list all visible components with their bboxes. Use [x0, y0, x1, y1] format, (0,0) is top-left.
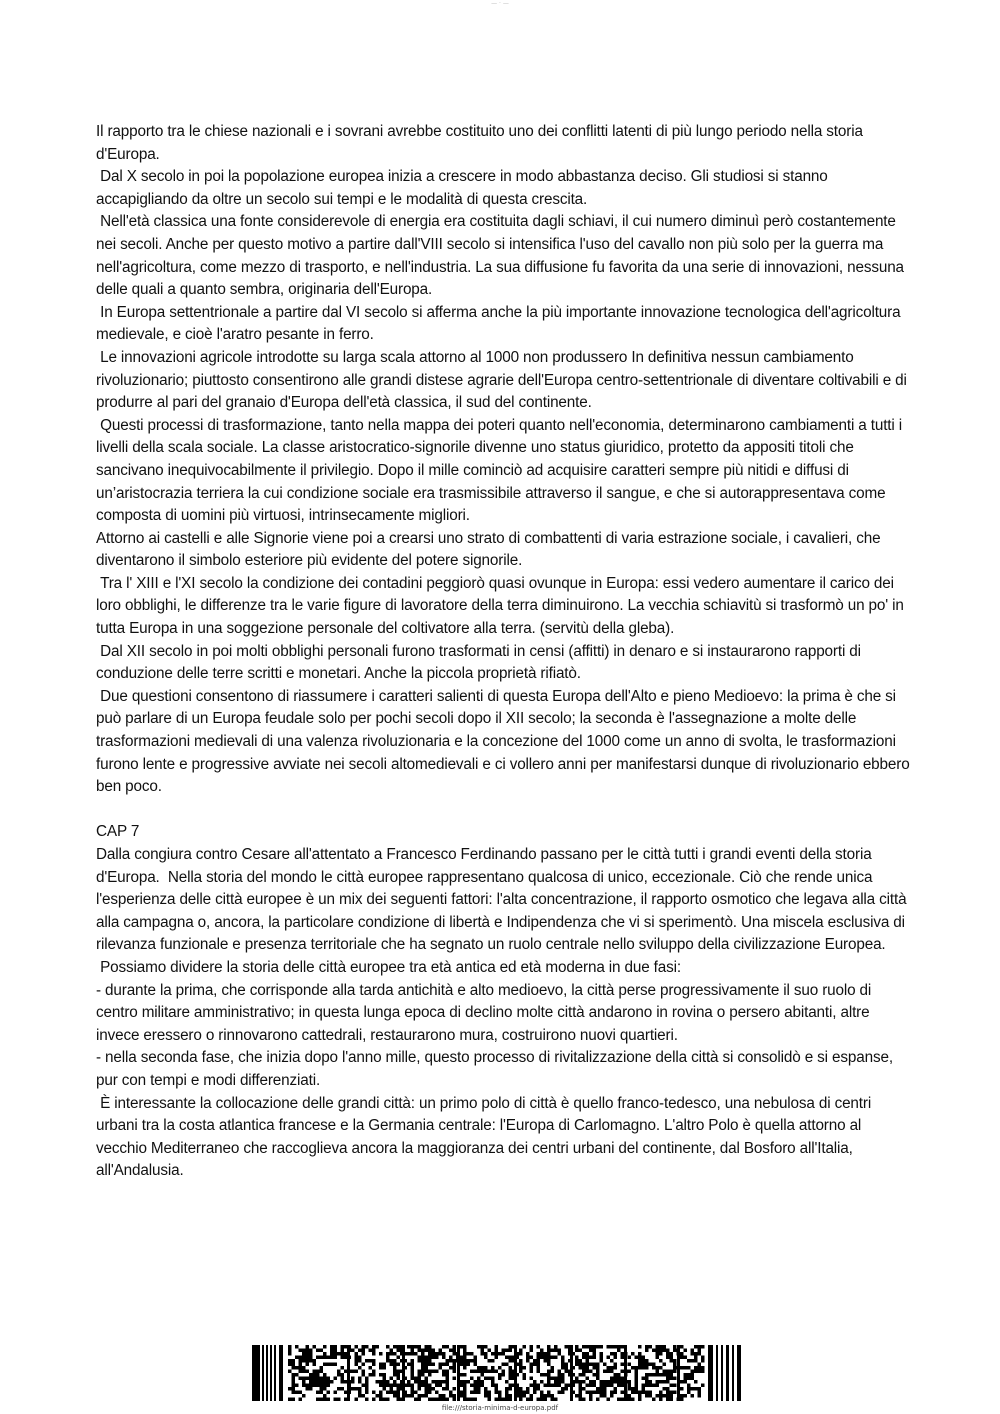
barcode-icon — [252, 1345, 742, 1401]
paragraph: Le innovazioni agricole introdotte su larga scala attorno al 1000 non produssero In definitiva nessun cambiamento rivoluzionario; piuttosto consentirono alle grandi distese agrarie dell'Europa centro-settentrionale di diventare coltivabili e di produrre al pari del granaio d'Europa dell'età classica, il sud del continente. — [96, 348, 911, 412]
paragraph: Due questioni consentono di riassumere i caratteri salienti di questa Europa dell'Alto e pieno Medioevo: la prima è che si può parlare di un Europa feudale solo per pochi secoli dopo il XII secolo; la seconda è l'assegnazione a molte delle trasformazioni medievali di una valenza rivoluzionaria e la concezione del 1000 come un anno di svolta, le trasformazioni furono lente e progressive avviate nei secoli altomedievali e ci vollero anni per manifestarsi dunque di rivoluzionario ebbero ben poco. — [96, 687, 914, 796]
document-body — [96, 121, 914, 1183]
paragraph: In Europa settentrionale a partire dal VI secolo si afferma anche la più importante innovazione tecnologica dell'agricoltura medievale, e cioè l'aratro pesante in ferro. — [96, 303, 905, 344]
footer-file-path: file:///storia-minima-d-europa.pdf — [441, 1404, 559, 1412]
paragraph: Possiamo dividere la storia delle città europee tra età antica ed età moderna in due fasi: — [96, 958, 681, 976]
paragraph: Dalla congiura contro Cesare all'attentato a Francesco Ferdinando passano per le città tutti i grandi eventi della storia d'Europa. Nella storia del mondo le città europee rappresentano qualcosa di unico, eccezionale. Ciò che rende unica l'esperienza delle città europee è un mix dei seguenti fattori: l'alta concentrazione, il rapporto osmotico che legava alla città alla campagna o, ancora, la particolare condizione di libertà e Indipendenza che vi si sperimentò. Una miscela esclusiva di rilevanza funzionale e presenza territoriale che ha segnato un ruolo centrale nello sviluppo della civilizzazione Europea. — [96, 846, 911, 954]
section-spacer — [96, 799, 911, 822]
paragraph: Nell'età classica una fonte considerevole di energia era costituita dagli schiavi, il cui numero diminuì però costantemente nei secoli. Anche per questo motivo a partire dall'VIII secolo si intensifica l'uso del cavallo non più solo per la guerra ma nell'agricoltura, come mezzo di trasporto, e nell'industria. La sua diffusione fu favorita da una serie di innovazioni, nessuna delle quali a quanto sembra, originaria dell'Europa. — [96, 213, 909, 299]
list-item: - durante la prima, che corrisponde alla tarda antichità e alto medioevo, la città perse progressivamente il suo ruolo di centro militare amministrativo; in questa lunga epoca di declino molte città andarono in rovina o persero abitanti, altre invece eressero o rinnovarono cattedrali, restaurarono mura, costruirono nuovi quartieri. — [96, 981, 876, 1044]
paragraph: Attorno ai castelli e alle Signorie viene poi a crearsi uno strato di combattenti di varia estrazione sociale, i cavalieri, che diventarono il simbolo esteriore più evidente del potere signorile. — [96, 529, 885, 570]
header-mark: — · — — [491, 0, 509, 7]
chapter-heading: CAP 7 — [96, 823, 140, 841]
paragraph: Tra l' XIII e l'XI secolo la condizione dei contadini peggiorò quasi ovunque in Europa: essi vedero aumentare il carico dei loro obblighi, le differenze tra le varie figure di lavoratore della terra diminuirono. La vecchia schiavitù si trasformò un po' in tutta Europa in una soggezione personale del coltivatore alla terra. (servitù della gleba). — [96, 574, 908, 638]
paragraph: Dal X secolo in poi la popolazione europea inizia a crescere in modo abbastanza deciso. Gli studiosi si stanno accapigliando da oltre un secolo sui tempi e le modalità di questa crescita. — [96, 168, 832, 208]
paragraph: È interessante la collocazione delle grandi città: un primo polo di città è quello franco-tedesco, una nebulosa di centri urbani tra la costa atlantica francese e la Germania centrale: l'Europa di Carlomagno. L'altro Polo è quella attorno al vecchio Mediterraneo che raccoglieva ancora la maggioranza dei centri urbani del continente, dal Bosforo all'Italia, all'Andalusia. — [96, 1094, 876, 1180]
paragraph: Questi processi di trasformazione, tanto nella mappa dei poteri quanto nell'economia, determinarono cambiamenti a tutti i livelli della scala sociale. La classe aristocratico-signorile divenne uno status giuridico, protetto da appositi titoli che sancivano inequivocabilmente il privilegio. Dopo il mille cominciò ad acquisire caratteri sempre più nitidi e diffusi di un’aristocrazia terriera la cui condizione sociale era trasmissibile attraverso il sangue, e che si autorappresentava come composta di uomini più virtuosi, intrinsecamente migliori. — [96, 416, 907, 525]
list-item: - nella seconda fase, che inizia dopo l'anno mille, questo processo di rivitalizzazione della città si consolidò e si espanse, pur con tempi e modi differenziati. — [96, 1049, 898, 1089]
paragraph: Il rapporto tra le chiese nazionali e i sovrani avrebbe costituito uno dei conflitti latenti di più lungo periodo nella storia d'Europa. — [96, 123, 867, 163]
paragraph: Dal XII secolo in poi molti obblighi personali furono trasformati in censi (affitti) in denaro e si instaurarono rapporti di conduzione delle terre scritti e monetari. Anche la piccola proprietà rifiatò. — [96, 642, 866, 683]
